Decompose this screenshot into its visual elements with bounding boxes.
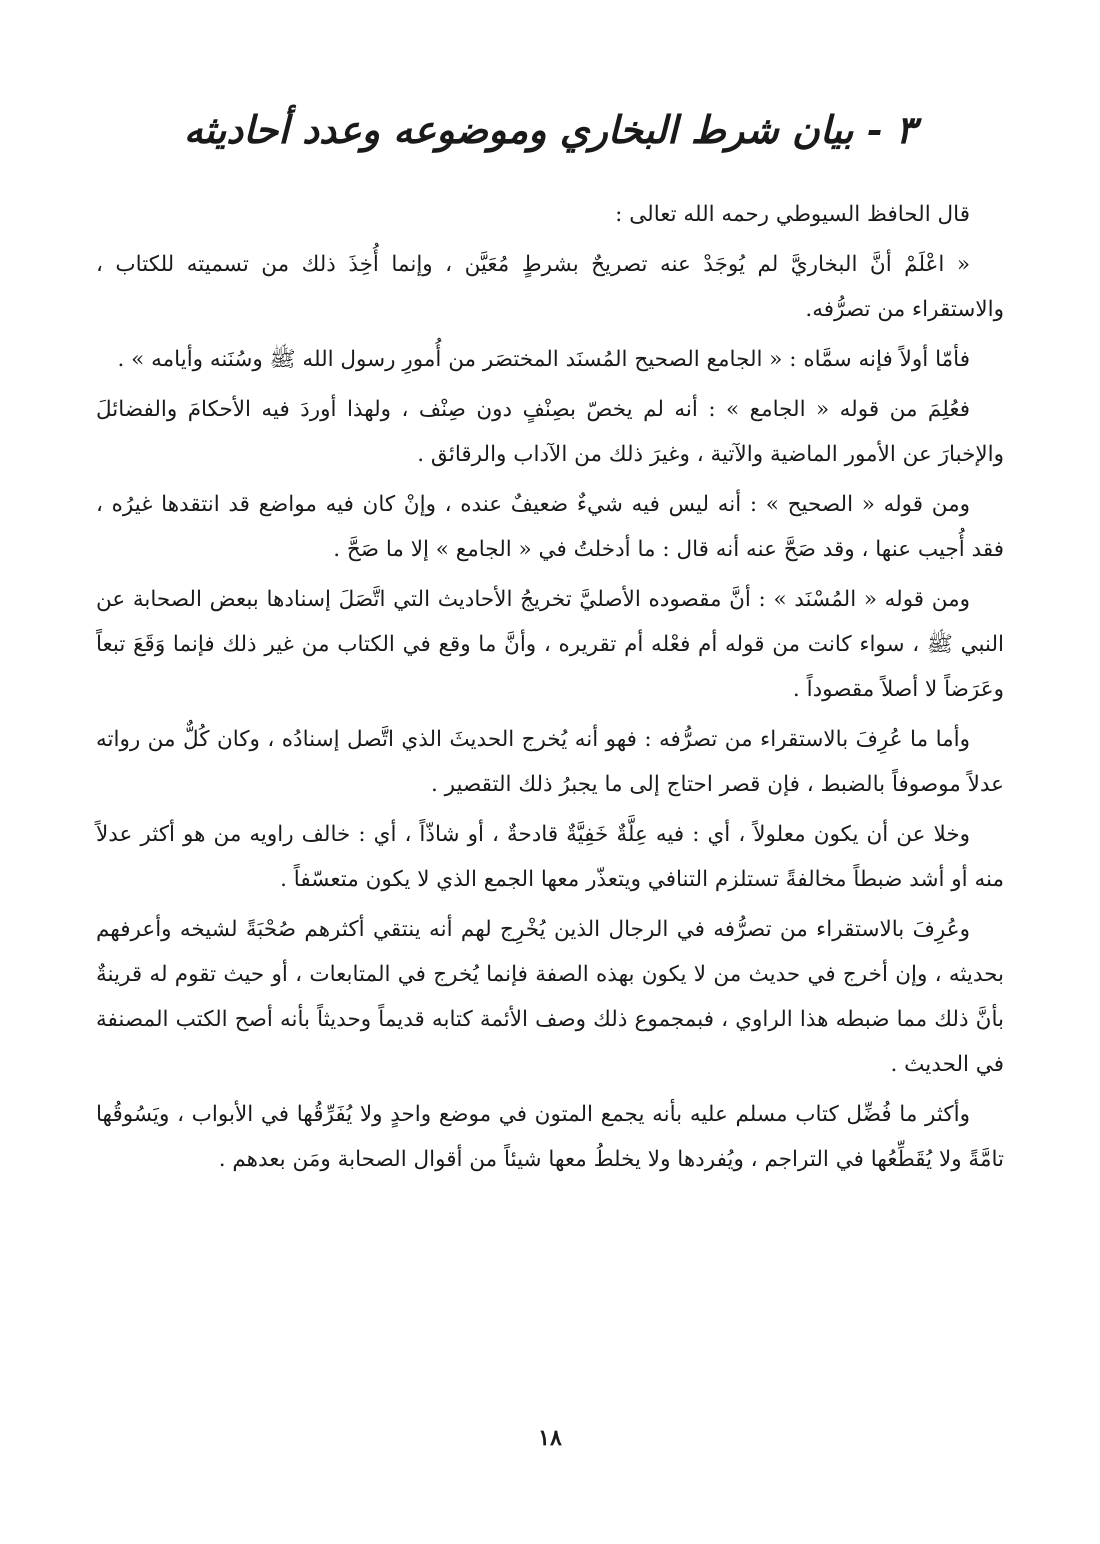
paragraph-3: فأمّا أولاً فإنه سمَّاه : « الجامع الصحيح المُسنَد المختصَر من أُمورِ رسول الله ﷺ وسُنَنه وأيامه » . <box>117 347 970 372</box>
paragraph-9: وعُرِفَ بالاستقراء من تصرُّفه في الرجال الذين يُخْرِج لهم أنه ينتقي أكثرهم صُحْبَةً لشيخه وأعرفهم بحديثه ، وإن أخرج في حديث من لا يكون بهذه الصفة فإنما يُخرج في المتابعات ، أو حيث تقوم له قرينةٌ بأنَّ ذلك مما ضبطه هذا الراوي ، فبمجموع ذلك وصف الأئمة كتابه قديماً وحديثاً بأنه أصح الكتب المصنفة في الحديث . <box>96 917 1004 1077</box>
paragraph-1: قال الحافظ السيوطي رحمه الله تعالى : <box>615 202 970 227</box>
paragraph-10: وأكثر ما فُضِّل كتاب مسلم عليه بأنه يجمع المتون في موضع واحدٍ ولا يُفَرِّقُها في الأبواب ، ويَسُوقُها تامَّةً ولا يُقَطِّعُها في التراجم ، ويُفردها ولا يخلطُ معها شيئاً من أقوال الصحابة ومَن بعدهم . <box>96 1102 1004 1172</box>
paragraph-4: فعُلِمَ من قوله « الجامع » : أنه لم يخصّ بصِنْفٍ دون صِنْف ، ولهذا أوردَ فيه الأحكامَ والفضائلَ والإخبارَ عن الأمور الماضية والآتية ، وغيرَ ذلك من الآداب والرقائق . <box>96 397 1004 467</box>
chapter-title: ٣ - بيان شرط البخاري وموضوعه وعدد أحاديثه <box>183 107 917 152</box>
body-text <box>96 192 1004 1187</box>
paragraph-8: وخلا عن أن يكون معلولاً ، أي : فيه عِلَّةٌ خَفِيَّةٌ قادحةٌ ، أو شاذّاً ، أي : خالف راويه من هو أكثر عدلاً منه أو أشد ضبطاً مخالفةً تستلزم التنافي ويتعذّر معها الجمع الذي لا يكون متعسّفاً . <box>96 822 1004 892</box>
paragraph-6: ومن قوله « المُسْنَد » : أنَّ مقصوده الأصليَّ تخريجُ الأحاديث التي اتَّصَلَ إسنادها ببعض الصحابة عن النبي ﷺ ، سواء كانت من قوله أم فعْله أم تقريره ، وأنَّ ما وقع في الكتاب من غير ذلك فإنما وَقَعَ تبعاً وعَرَضاً لا أصلاً مقصوداً . <box>96 587 1004 702</box>
paragraph-2: « اعْلَمْ أنَّ البخاريَّ لم يُوجَدْ عنه تصريحٌ بشرطٍ مُعَيَّن ، وإنما أُخِذَ ذلك من تسميته للكتاب ، والاستقراء من تصرُّفه. <box>96 252 1004 322</box>
paragraph-7: وأما ما عُرِفَ بالاستقراء من تصرُّفه : فهو أنه يُخرج الحديثَ الذي اتَّصل إسنادُه ، وكان كُلٌّ من رواته عدلاً موصوفاً بالضبط ، فإن قصر احتاج إلى ما يجبرُ ذلك التقصير . <box>96 727 1004 797</box>
paragraph-5: ومن قوله « الصحيح » : أنه ليس فيه شيءٌ ضعيفٌ عنده ، وإنْ كان فيه مواضع قد انتقدها غيرُه ، فقد أُجيب عنها ، وقد صَحَّ عنه أنه قال : ما أدخلتُ في « الجامع » إلا ما صَحَّ . <box>96 492 1004 562</box>
page-number: ١٨ <box>538 1425 562 1451</box>
